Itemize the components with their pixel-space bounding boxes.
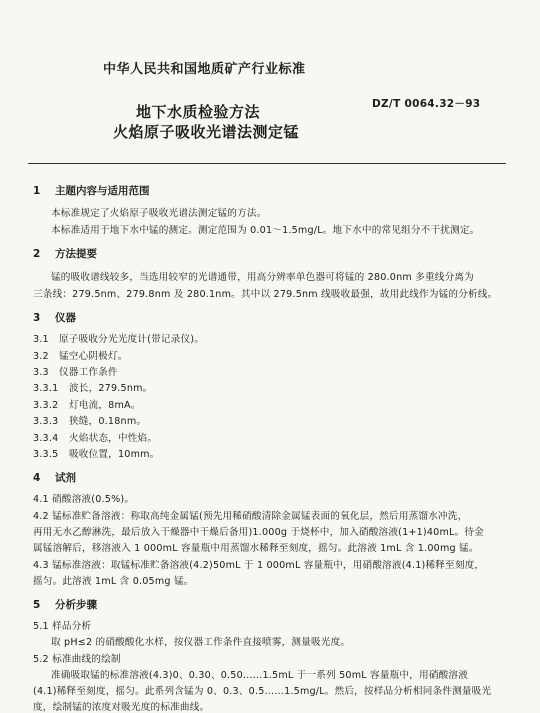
section-3-item: 3.2 锰空心阴极灯。: [33, 351, 128, 362]
section-3-item: 3.3.2 灯电流，8mA。: [33, 400, 141, 411]
section-1-line: 本标准适用于地下水中锰的测定。测定范围为 0.01～1.5mg/L。地下水中的常见组分不干扰测定。: [51, 225, 480, 236]
section-4-line: 摇匀。此溶液 1mL 含 0.05mg 锰。: [33, 576, 194, 587]
section-3-item: 3.1 原子吸收分光光度计(带记录仪)。: [33, 334, 204, 345]
section-2-heading: 2 方法提要: [33, 248, 97, 260]
section-5-line: 准确吸取锰的标准溶液(4.3)0、0.30、0.50……1.5mL 于一系列 50mL 容量瓶中，用硝酸溶液: [51, 670, 468, 681]
section-5-line: 5.1 样品分析: [33, 621, 92, 632]
section-4-heading: 4 试剂: [33, 472, 76, 484]
title-line-2: 火焰原子吸收光谱法测定锰: [113, 123, 300, 141]
section-5-heading: 5 分析步骤: [33, 599, 97, 611]
section-5-line: (4.1)稀释至刻度，摇匀。此系列含锰为 0、0.3、0.5……1.5mg/L。然后，按样品分析相同条件测量吸光: [33, 686, 492, 697]
section-3-item: 3.3.5 吸收位置，10mm。: [33, 449, 160, 460]
section-4-line: 属锰溶解后，移溶液入 1 000mL 容量瓶中用蒸馏水稀释至刻度，摇匀。此溶液 1mL 含 1.00mg 锰。: [33, 543, 479, 554]
section-3-item: 3.3.1 波长，279.5nm。: [33, 383, 153, 394]
section-4-line: 再用无水乙醇淋洗，最后放入干燥器中干燥后备用)1.000g 于烧杯中，加入硝酸溶液(1+1)40mL。待金: [33, 527, 484, 538]
section-2-line: 三条线：279.5nm、279.8nm 及 280.1nm。其中以 279.5nm 线吸收最强，故用此线作为锰的分析线。: [33, 289, 498, 300]
section-4-line: 4.2 锰标准贮备溶液：称取高纯金属锰(预先用稀硝酸清除金属锰表面的氧化层，然后用蒸馏水冲洗，: [33, 511, 468, 522]
section-2-line: 锰的吸收谱线较多，当选用较窄的光谱通带，用高分辨率单色器可将锰的 280.0nm 多重线分离为: [51, 272, 474, 283]
title-line-1: 地下水质检验方法: [136, 103, 261, 121]
section-3-item: 3.3.4 火焰状态，中性焰。: [33, 433, 158, 444]
section-3-item: 3.3 仪器工作条件: [33, 367, 118, 378]
document-header: 中华人民共和国地质矿产行业标准: [103, 62, 306, 77]
section-1-heading: 1 主题内容与适用范围: [33, 185, 150, 197]
section-5-line: 度，绘制锰的浓度对吸光度的标准曲线。: [33, 702, 210, 713]
section-4-line: 4.1 硝酸溶液(0.5%)。: [33, 494, 135, 505]
doc-code: DZ/T 0064.32－93: [372, 98, 481, 110]
section-5-line: 5.2 标准曲线的绘制: [33, 654, 121, 665]
section-3-item: 3.3.3 狭缝，0.18nm。: [33, 416, 147, 427]
section-1-line: 本标准规定了火焰原子吸收光谱法测定锰的方法。: [51, 208, 267, 219]
section-4-line: 4.3 锰标准溶液：取锰标准贮备溶液(4.2)50mL 于 1 000mL 容量瓶中，用硝酸溶液(4.1)稀释至刻度，: [33, 560, 485, 571]
section-5-line: 取 pH≤2 的硝酸酸化水样，按仪器工作条件直接喷雾，测量吸光度。: [51, 637, 351, 648]
section-3-heading: 3 仪器: [33, 312, 76, 324]
title-divider: [28, 163, 506, 164]
